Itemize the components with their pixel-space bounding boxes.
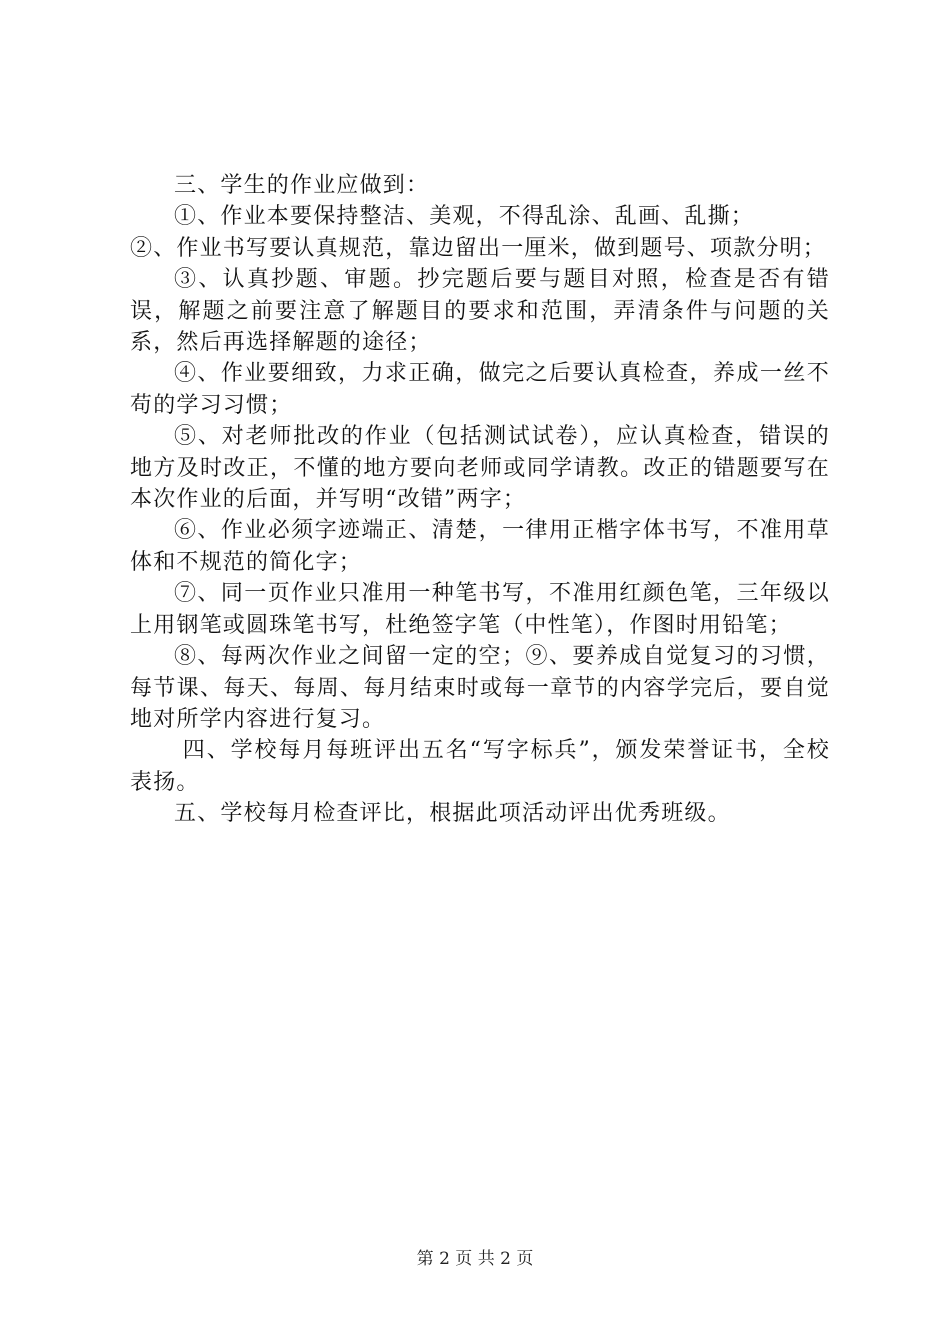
paragraph-item-3: ③、认真抄题、审题。抄完题后要与题目对照，检查是否有错误，解题之前要注意了解题目的要求和范围，弄清条件与问题的关系，然后再选择解题的途径； xyxy=(130,267,830,356)
document-body xyxy=(130,170,830,830)
paragraph-item-7: ⑦、同一页作业只准用一种笔书写，不准用红颜色笔，三年级以上用钢笔或圆珠笔书写，杜绝签字笔（中性笔），作图时用铅笔； xyxy=(130,581,830,638)
paragraph-section-four: 四、学校每月每班评出五名“写字标兵”，颁发荣誉证书，全校表扬。 xyxy=(130,738,830,795)
page-number-footer: 第 2 页 共 2 页 xyxy=(416,1249,534,1269)
paragraph-item-5: ⑤、对老师批改的作业（包括测试试卷），应认真检查，错误的地方及时改正，不懂的地方要向老师或同学请教。改正的错题要写在本次作业的后面，并写明“改错”两字； xyxy=(130,424,830,513)
paragraph-item-4: ④、作业要细致，力求正确，做完之后要认真检查，养成一丝不苟的学习习惯； xyxy=(130,361,830,418)
paragraph-item-8-9: ⑧、每两次作业之间留一定的空；⑨、要养成自觉复习的习惯，每节课、每天、每周、每月结束时或每一章节的内容学完后，要自觉地对所学内容进行复习。 xyxy=(130,644,830,732)
paragraph-section-five: 五、学校每月检查评比，根据此项活动评出优秀班级。 xyxy=(174,801,731,827)
paragraph-item-2: ②、作业书写要认真规范，靠边留出一厘米，做到题号、项款分明； xyxy=(130,235,827,261)
paragraph-item-6: ⑥、作业必须字迹端正、清楚，一律用正楷字体书写，不准用草体和不规范的简化字； xyxy=(130,518,830,575)
paragraph-item-1: ①、作业本要保持整洁、美观，不得乱涂、乱画、乱撕； xyxy=(174,204,755,230)
paragraph-section-three: 三、学生的作业应做到： xyxy=(174,173,430,198)
